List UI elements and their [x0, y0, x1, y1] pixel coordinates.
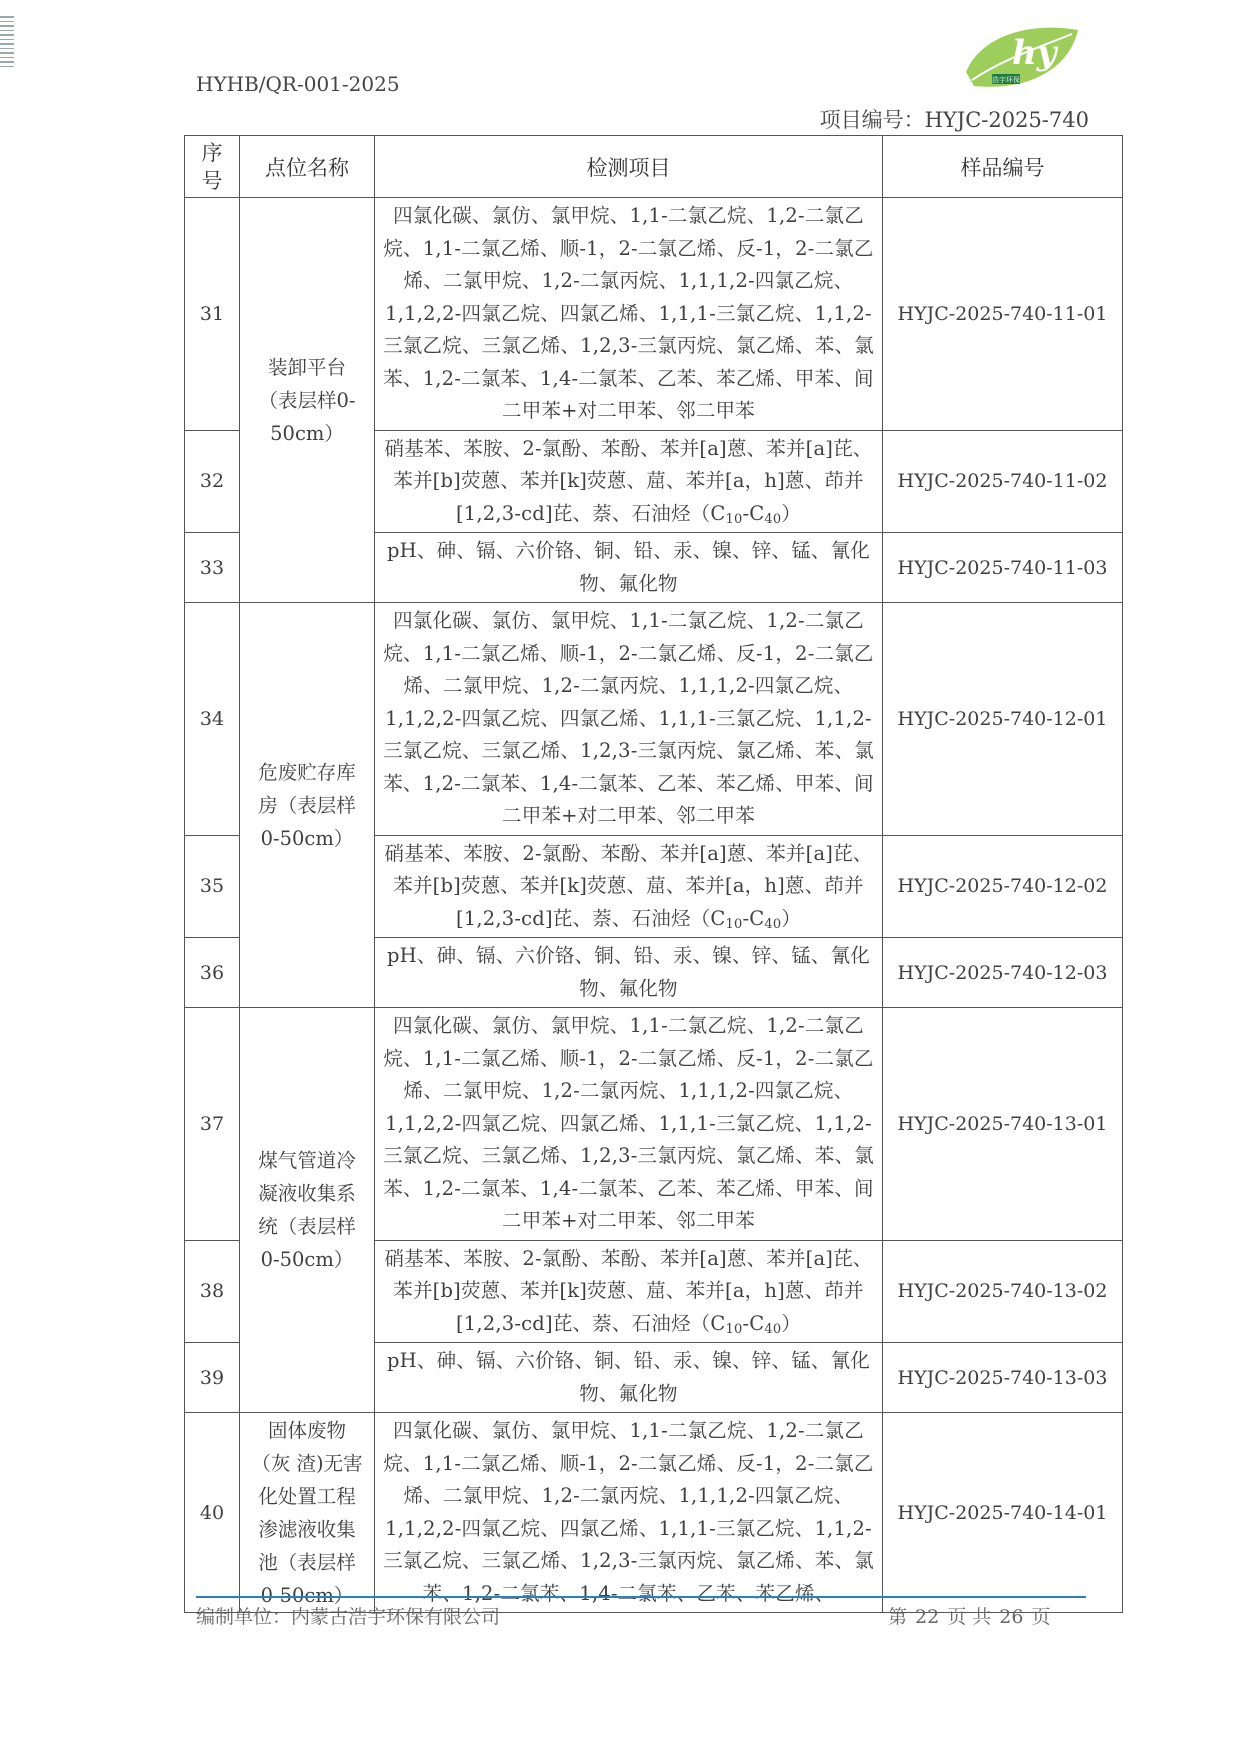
- company-logo: [962, 20, 1082, 96]
- sample-number: HYJC-2025-740-14-01: [883, 1413, 1123, 1613]
- row-seq: 36: [185, 938, 240, 1008]
- detection-items: 四氯化碳、氯仿、氯甲烷、1,1-二氯乙烷、1,2-二氯乙烷、1,1-二氯乙烯、顺-1，2-二氯乙烯、反-1，2-二氯乙烯、二氯甲烷、1,2-二氯丙烷、1,1,1,2-四氯乙烷、1,1,2,2-四氯乙烷、四氯乙烯、1,1,1-三氯乙烷、1,1,2-三氯乙烷、三氯乙烯、1,2,3-三氯丙烷、氯乙烯、苯、氯苯、1,2-二氯苯、1,4-二氯苯、乙苯、苯乙烯、: [375, 1413, 883, 1613]
- detection-items-svoc: 硝基苯、苯胺、2-氯酚、苯酚、苯并[a]蒽、苯并[a]芘、苯并[b]荧蒽、苯并[k]荧蒽、䓛、苯并[a，h]蒽、茚并[1,2,3-cd]芘、萘、石油烃$(C_{10}-C_{40})$: [375, 835, 883, 938]
- page-suffix: 页: [1031, 1606, 1051, 1628]
- detection-items-svoc: 硝基苯、苯胺、2-氯酚、苯酚、苯并[a]蒽、苯并[a]芘、苯并[b]荧蒽、苯并[k]荧蒽、䓛、苯并[a，h]蒽、茚并[1,2,3-cd]芘、萘、石油烃$(C_{10}-C_{40})$: [375, 1240, 883, 1343]
- sample-number: HYJC-2025-740-12-03: [883, 938, 1123, 1008]
- header-location: 点位名称: [240, 136, 375, 198]
- table-row: [185, 603, 1123, 836]
- row-seq: 31: [185, 198, 240, 431]
- row-seq: 35: [185, 835, 240, 938]
- sample-number: HYJC-2025-740-12-02: [883, 835, 1123, 938]
- row-seq: 34: [185, 603, 240, 836]
- row-seq: 38: [185, 1240, 240, 1343]
- sample-number: HYJC-2025-740-13-02: [883, 1240, 1123, 1343]
- detection-table: [184, 135, 1123, 1613]
- location-cell: 固体废物（灰 渣)无害化处置工程渗滤液收集池（表层样 0-50cm）: [240, 1413, 375, 1613]
- svg-text:hy: hy: [1012, 33, 1057, 73]
- header-sample: 样品编号: [883, 136, 1123, 198]
- sample-number: HYJC-2025-740-11-01: [883, 198, 1123, 431]
- detection-items-svoc: 硝基苯、苯胺、2-氯酚、苯酚、苯并[a]蒽、苯并[a]芘、苯并[b]荧蒽、苯并[k]荧蒽、䓛、苯并[a，h]蒽、茚并[1,2,3-cd]芘、萘、石油烃$(C_{10}-C_{40})$: [375, 430, 883, 533]
- header-seq: 序 号: [185, 136, 240, 198]
- row-seq: 40: [185, 1413, 240, 1613]
- location-cell: 危废贮存库房（表层样0-50cm）: [240, 603, 375, 1008]
- table-header-row: [185, 136, 1123, 198]
- detection-items: pH、砷、镉、六价铬、铜、铅、汞、镍、锌、锰、氰化物、氟化物: [375, 1343, 883, 1413]
- row-seq: 32: [185, 430, 240, 533]
- sample-number: HYJC-2025-740-11-03: [883, 533, 1123, 603]
- page-indicator: [884, 1602, 1054, 1629]
- row-seq: 33: [185, 533, 240, 603]
- location-cell: 煤气管道冷凝液收集系统（表层样0-50cm）: [240, 1008, 375, 1413]
- row-seq: 39: [185, 1343, 240, 1413]
- row-seq: 37: [185, 1008, 240, 1241]
- sample-number: HYJC-2025-740-11-02: [883, 430, 1123, 533]
- sample-number: HYJC-2025-740-12-01: [883, 603, 1123, 836]
- page-prefix: 第: [888, 1606, 908, 1628]
- logo-text: 浩宇环保: [992, 76, 1020, 84]
- detection-items: pH、砷、镉、六价铬、铜、铅、汞、镍、锌、锰、氰化物、氟化物: [375, 533, 883, 603]
- header-items: 检测项目: [375, 136, 883, 198]
- sample-number: HYJC-2025-740-13-01: [883, 1008, 1123, 1241]
- table-row: [185, 198, 1123, 431]
- compiling-unit: 编制单位：内蒙古浩宇环保有限公司: [196, 1606, 501, 1628]
- footer-divider: [196, 1596, 1086, 1598]
- detection-items: 四氯化碳、氯仿、氯甲烷、1,1-二氯乙烷、1,2-二氯乙烷、1,1-二氯乙烯、顺-1，2-二氯乙烯、反-1，2-二氯乙烯、二氯甲烷、1,2-二氯丙烷、1,1,1,2-四氯乙烷、1,1,2,2-四氯乙烷、四氯乙烯、1,1,1-三氯乙烷、1,1,2-三氯乙烷、三氯乙烯、1,2,3-三氯丙烷、氯乙烯、苯、氯苯、1,2-二氯苯、1,4-二氯苯、乙苯、苯乙烯、甲苯、间二甲苯+对二甲苯、邻二甲苯: [375, 198, 883, 431]
- page-mid: 页 共: [947, 1606, 992, 1628]
- table-row: [185, 1413, 1123, 1613]
- project-number: 项目编号：HYJC-2025-740: [819, 108, 1089, 132]
- location-cell: 装卸平台（表层样0-50cm）: [240, 198, 375, 603]
- page-total: 26: [999, 1606, 1024, 1628]
- detection-items: 四氯化碳、氯仿、氯甲烷、1,1-二氯乙烷、1,2-二氯乙烷、1,1-二氯乙烯、顺-1，2-二氯乙烯、反-1，2-二氯乙烯、二氯甲烷、1,2-二氯丙烷、1,1,1,2-四氯乙烷、1,1,2,2-四氯乙烷、四氯乙烯、1,1,1-三氯乙烷、1,1,2-三氯乙烷、三氯乙烯、1,2,3-三氯丙烷、氯乙烯、苯、氯苯、1,2-二氯苯、1,4-二氯苯、乙苯、苯乙烯、甲苯、间二甲苯+对二甲苯、邻二甲苯: [375, 603, 883, 836]
- detection-items: pH、砷、镉、六价铬、铜、铅、汞、镍、锌、锰、氰化物、氟化物: [375, 938, 883, 1008]
- document-code: HYHB/QR-001-2025: [196, 72, 400, 96]
- page-current: 22: [915, 1606, 940, 1628]
- sample-number: HYJC-2025-740-13-03: [883, 1343, 1123, 1413]
- table-row: [185, 1008, 1123, 1241]
- scan-edge-marks: [0, 16, 14, 76]
- detection-items: 四氯化碳、氯仿、氯甲烷、1,1-二氯乙烷、1,2-二氯乙烷、1,1-二氯乙烯、顺-1，2-二氯乙烯、反-1，2-二氯乙烯、二氯甲烷、1,2-二氯丙烷、1,1,1,2-四氯乙烷、1,1,2,2-四氯乙烷、四氯乙烯、1,1,1-三氯乙烷、1,1,2-三氯乙烷、三氯乙烯、1,2,3-三氯丙烷、氯乙烯、苯、氯苯、1,2-二氯苯、1,4-二氯苯、乙苯、苯乙烯、甲苯、间二甲苯+对二甲苯、邻二甲苯: [375, 1008, 883, 1241]
